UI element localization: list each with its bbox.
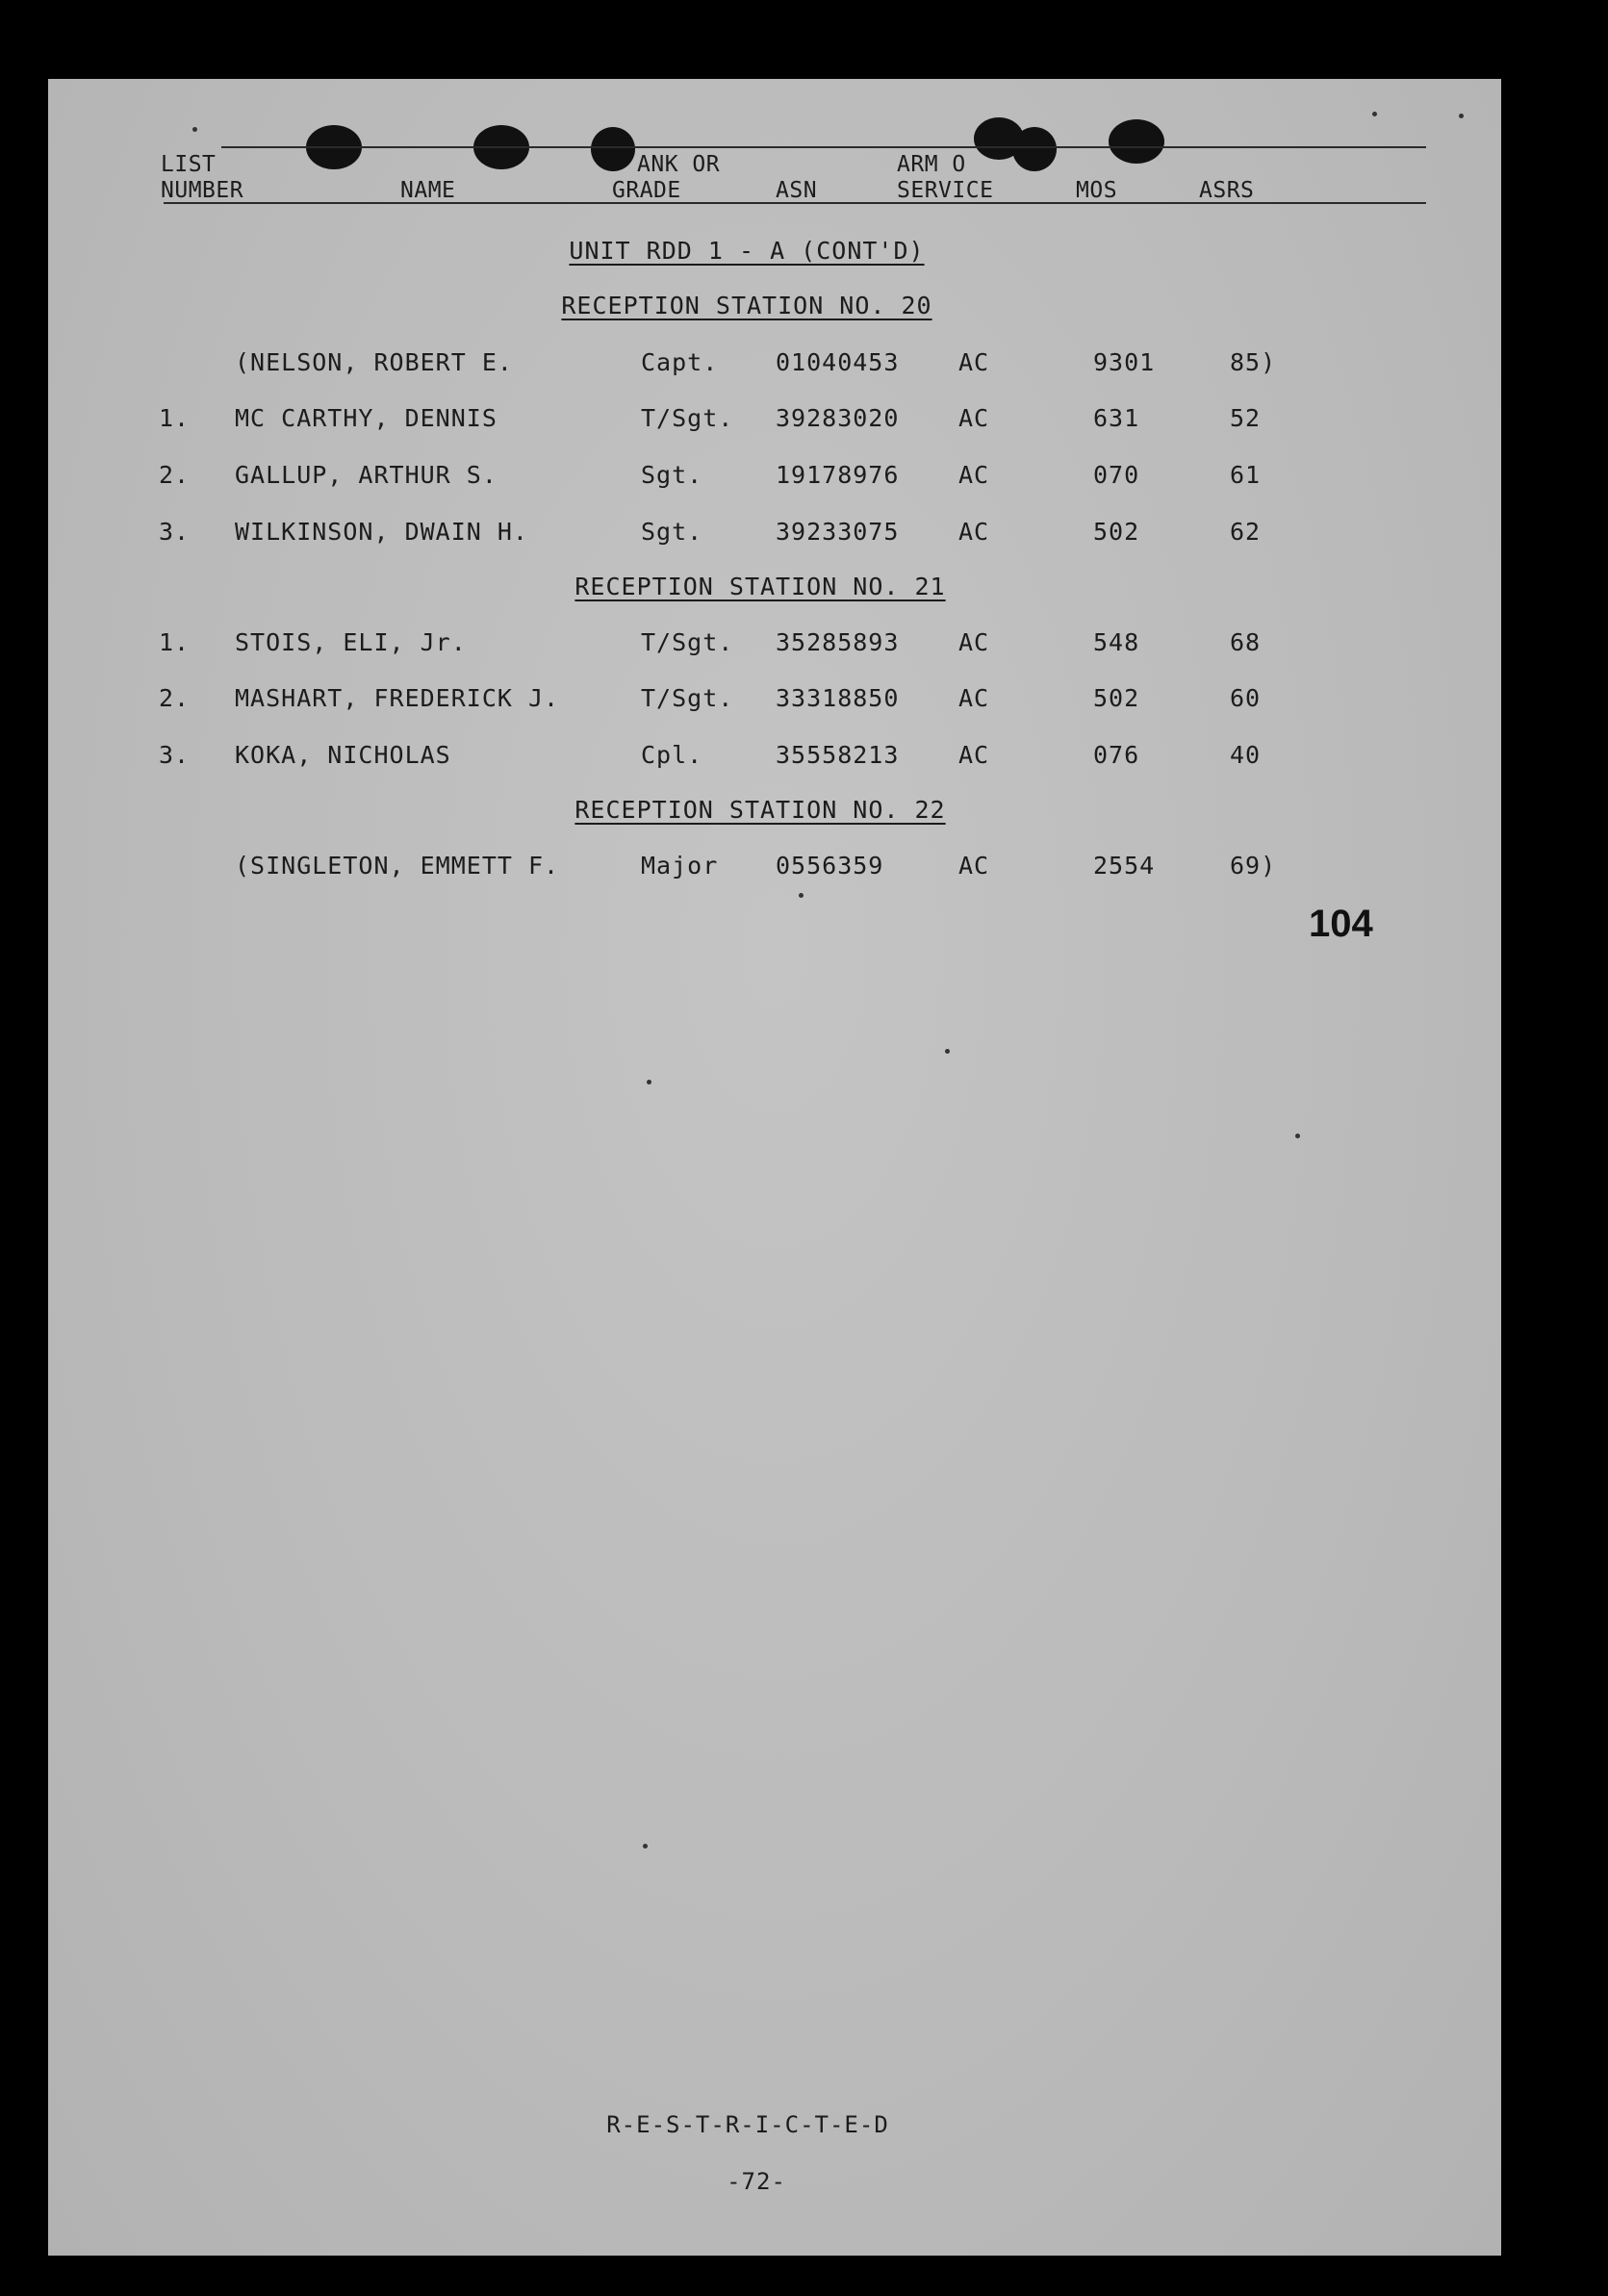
header-asrs: ASRS <box>1199 178 1255 203</box>
header-list-number-top: LIST <box>161 152 217 177</box>
header-list-number-bottom: NUMBER <box>161 178 244 203</box>
row-number: 1. <box>159 628 191 656</box>
row-arm: AC <box>958 628 990 656</box>
section-title: RECEPTION STATION NO. 22 <box>574 796 946 824</box>
row-name: WILKINSON, DWAIN H. <box>235 518 528 546</box>
row-grade: T/Sgt. <box>641 684 734 712</box>
row-asrs: 68 <box>1230 628 1262 656</box>
header-arm-bottom: SERVICE <box>897 178 994 203</box>
footer-page-number: -72- <box>727 2168 786 2195</box>
speck <box>945 1049 950 1054</box>
row-name: GALLUP, ARTHUR S. <box>235 461 498 489</box>
speck <box>647 1080 651 1084</box>
row-grade: T/Sgt. <box>641 628 734 656</box>
row-mos: 9301 <box>1093 348 1156 376</box>
row-name: (NELSON, ROBERT E. <box>235 348 513 376</box>
punch-hole <box>1012 127 1057 171</box>
header-name: NAME <box>400 178 456 203</box>
unit-title: UNIT RDD 1 - A (CONT'D) <box>569 237 925 265</box>
row-name: (SINGLETON, EMMETT F. <box>235 852 560 880</box>
row-name: KOKA, NICHOLAS <box>235 741 451 769</box>
row-asn: 0556359 <box>776 852 884 880</box>
row-asrs: 69) <box>1230 852 1277 880</box>
header-asn: ASN <box>776 178 818 203</box>
row-arm: AC <box>958 404 990 432</box>
row-asn: 39233075 <box>776 518 900 546</box>
section-title: RECEPTION STATION NO. 20 <box>561 292 932 319</box>
header-top-rule <box>221 146 1426 148</box>
row-asn: 35285893 <box>776 628 900 656</box>
section-title: RECEPTION STATION NO. 21 <box>574 573 946 600</box>
row-asrs: 60 <box>1230 684 1262 712</box>
header-arm-top: ARM O <box>897 152 966 177</box>
header-grade-bottom: GRADE <box>612 178 681 203</box>
speck <box>192 127 197 132</box>
header-grade-top: ANK OR <box>637 152 721 177</box>
row-arm: AC <box>958 461 990 489</box>
speck <box>1459 114 1464 118</box>
row-asrs: 52 <box>1230 404 1262 432</box>
speck <box>799 893 804 898</box>
punch-hole <box>591 127 635 171</box>
row-asn: 19178976 <box>776 461 900 489</box>
row-mos: 502 <box>1093 684 1140 712</box>
row-number: 3. <box>159 741 191 769</box>
row-name: STOIS, ELI, Jr. <box>235 628 467 656</box>
row-arm: AC <box>958 684 990 712</box>
row-grade: T/Sgt. <box>641 404 734 432</box>
punch-hole <box>1109 119 1164 164</box>
row-name: MC CARTHY, DENNIS <box>235 404 498 432</box>
row-asn: 01040453 <box>776 348 900 376</box>
row-name: MASHART, FREDERICK J. <box>235 684 560 712</box>
row-asn: 35558213 <box>776 741 900 769</box>
row-number: 2. <box>159 684 191 712</box>
row-mos: 2554 <box>1093 852 1156 880</box>
row-arm: AC <box>958 741 990 769</box>
row-number: 2. <box>159 461 191 489</box>
row-mos: 548 <box>1093 628 1140 656</box>
speck <box>643 1844 648 1849</box>
restricted-marking: R-E-S-T-R-I-C-T-E-D <box>606 2111 889 2138</box>
row-grade: Capt. <box>641 348 719 376</box>
row-mos: 076 <box>1093 741 1140 769</box>
row-grade: Cpl. <box>641 741 703 769</box>
row-asrs: 85) <box>1230 348 1277 376</box>
row-grade: Sgt. <box>641 461 703 489</box>
row-mos: 502 <box>1093 518 1140 546</box>
row-number: 1. <box>159 404 191 432</box>
speck <box>1372 112 1377 116</box>
row-arm: AC <box>958 852 990 880</box>
row-number: 3. <box>159 518 191 546</box>
row-asn: 39283020 <box>776 404 900 432</box>
row-asrs: 62 <box>1230 518 1262 546</box>
document-page <box>48 79 1501 2256</box>
row-asn: 33318850 <box>776 684 900 712</box>
row-arm: AC <box>958 348 990 376</box>
header-mos: MOS <box>1076 178 1118 203</box>
row-arm: AC <box>958 518 990 546</box>
speck <box>1295 1134 1300 1138</box>
row-mos: 070 <box>1093 461 1140 489</box>
row-asrs: 40 <box>1230 741 1262 769</box>
row-mos: 631 <box>1093 404 1140 432</box>
row-asrs: 61 <box>1230 461 1262 489</box>
stamped-page-number: 104 <box>1309 903 1373 945</box>
row-grade: Sgt. <box>641 518 703 546</box>
row-grade: Major <box>641 852 719 880</box>
